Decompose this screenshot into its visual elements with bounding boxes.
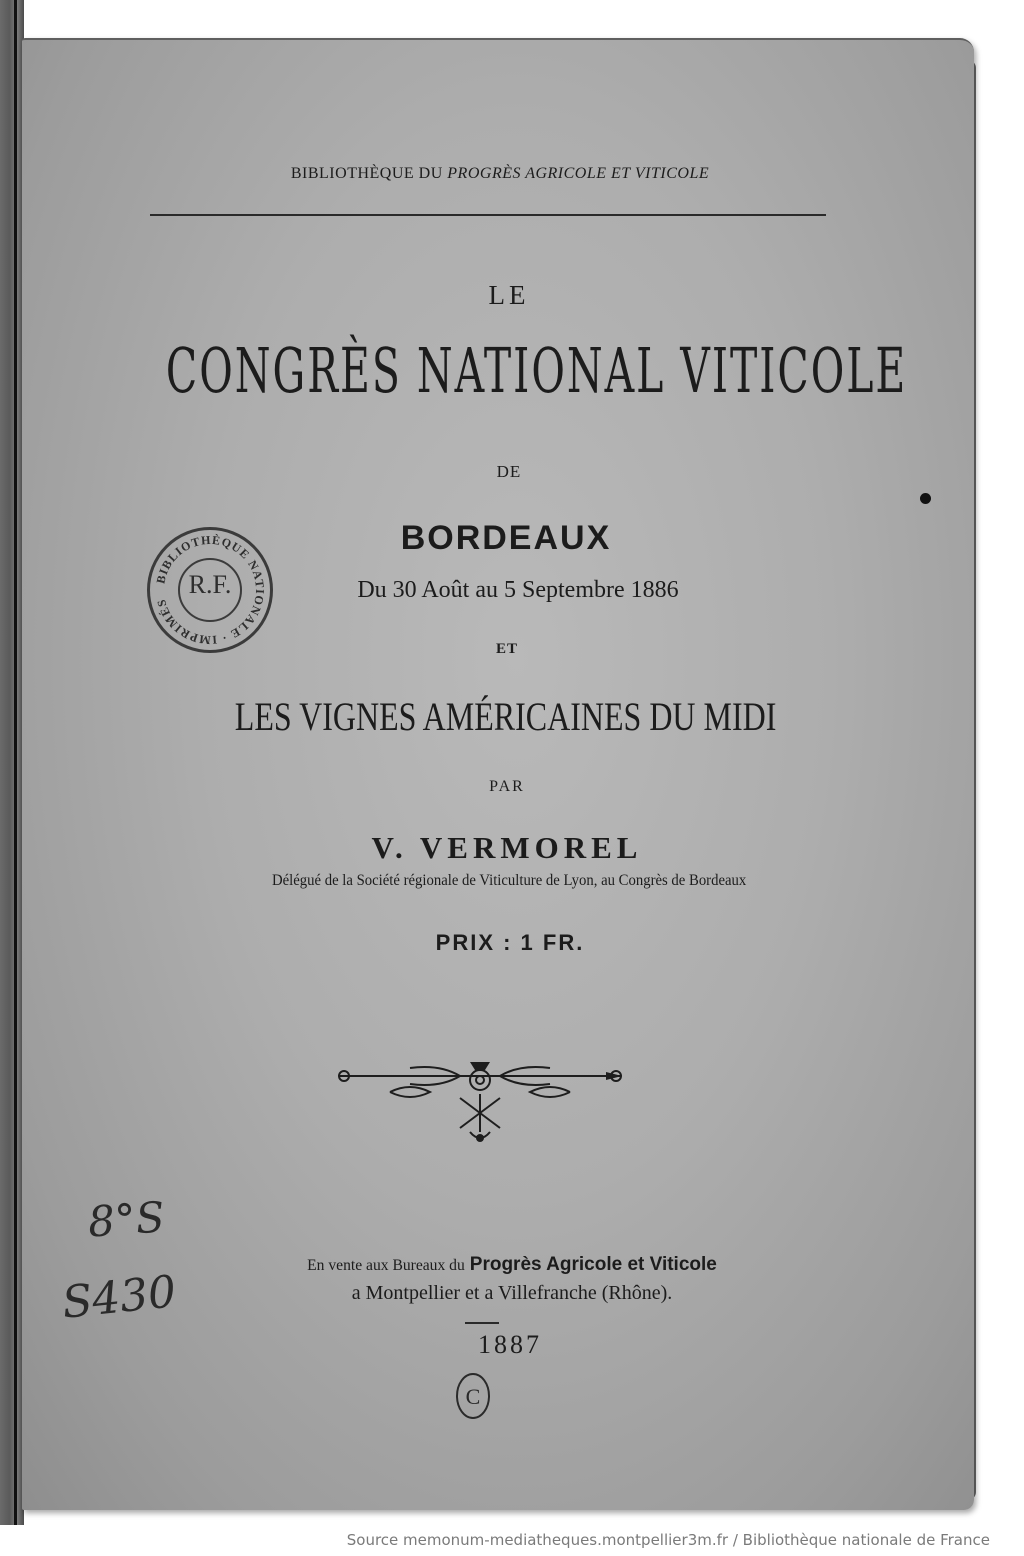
copyright-stamp-icon xyxy=(453,1370,493,1422)
title-article: LE xyxy=(488,280,530,310)
copyright-letter: C xyxy=(465,1384,481,1409)
city-title: BORDEAUX xyxy=(400,519,612,557)
main-title: CONGRÈS NATIONAL VITICOLE xyxy=(165,334,908,407)
series-header xyxy=(130,165,870,183)
header-rule xyxy=(150,214,826,216)
title-of: DE xyxy=(496,462,522,481)
sale-prefix: En vente aux Bureaux du xyxy=(307,1257,465,1274)
sale-publisher: Progrès Agricole et Viticole xyxy=(469,1254,717,1275)
source-footer[interactable]: Source memonum-mediatheques.montpellier3m.fr / Bibliothèque nationale de France xyxy=(346,1531,990,1549)
price: PRIX : 1 FR. xyxy=(435,930,585,955)
series-prefix: BIBLIOTHÈQUE DU xyxy=(290,165,443,182)
sale-line-2: a Montpellier et a Villefranche (Rhône). xyxy=(351,1282,673,1304)
congress-dates: Du 30 Août au 5 Septembre 1886 xyxy=(357,577,679,603)
series-title: PROGRÈS AGRICOLE ET VITICOLE xyxy=(447,165,710,182)
publication-year: 1887 xyxy=(478,1330,542,1359)
author-role: Délégué de la Société régionale de Viticulture de Lyon, au Congrès de Bordeaux xyxy=(272,872,747,889)
by-label: PAR xyxy=(489,778,525,795)
year-dash xyxy=(465,1322,499,1324)
title-and: ET xyxy=(495,641,518,657)
stamp-center-text: R.F. xyxy=(188,570,232,599)
sale-line-1 xyxy=(0,1253,1024,1276)
subtitle: LES VIGNES AMÉRICAINES DU MIDI xyxy=(234,694,777,739)
library-stamp xyxy=(147,527,273,653)
handwritten-shelfmark-2: S430 xyxy=(59,1266,179,1329)
author-name: V. VERMOREL xyxy=(371,830,643,865)
ink-dot xyxy=(920,493,931,504)
stamp-ring-label: BIBLIOTHÈQUE NATIONALE · IMPRIMÉS xyxy=(153,532,268,648)
handwritten-shelfmark-1: 8°S xyxy=(86,1192,167,1247)
ornament-icon xyxy=(330,1058,630,1146)
